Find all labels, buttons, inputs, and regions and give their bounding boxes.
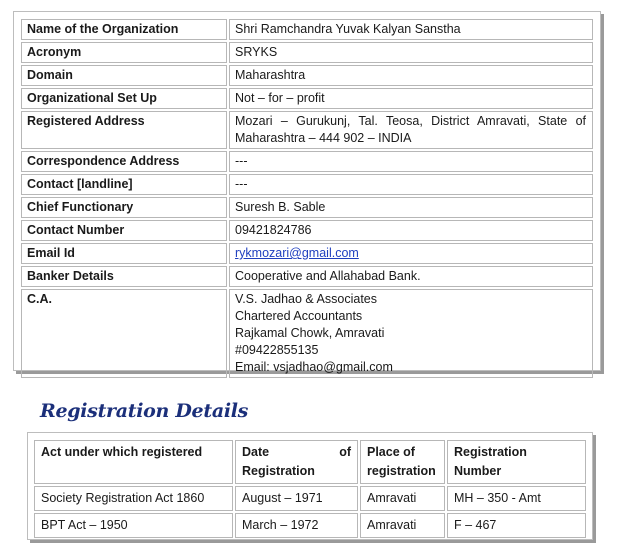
ca-details (229, 289, 593, 378)
ca-line: Email: vsjadhao@gmail.com (235, 360, 393, 374)
header-registration-word: Registration (242, 464, 315, 478)
table-row (21, 174, 593, 195)
email-cell (229, 243, 593, 264)
place-cell: Amravati (360, 486, 445, 511)
number-cell: MH – 350 - Amt (447, 486, 586, 511)
row-value: Not – for – profit (229, 88, 593, 109)
table-row (21, 111, 593, 149)
organization-details-panel (13, 11, 601, 374)
row-label: Email Id (21, 243, 227, 264)
table-row (21, 197, 593, 218)
act-cell: Society Registration Act 1860 (34, 486, 233, 511)
ca-line: V.S. Jadhao & Associates (235, 292, 377, 306)
row-value: --- (229, 151, 593, 172)
row-value: Suresh B. Sable (229, 197, 593, 218)
header-number-line2: Number (454, 464, 502, 478)
header-number (447, 440, 586, 484)
ca-line: Rajkamal Chowk, Amravati (235, 326, 385, 340)
row-label: Contact [landline] (21, 174, 227, 195)
date-cell: August – 1971 (235, 486, 358, 511)
row-label: Acronym (21, 42, 227, 63)
header-act: Act under which registered (34, 440, 233, 484)
row-value: Maharashtra (229, 65, 593, 86)
act-cell: BPT Act – 1950 (34, 513, 233, 538)
table-header-row (34, 440, 586, 484)
table-row (34, 513, 586, 538)
header-place (360, 440, 445, 484)
table-row (21, 289, 593, 378)
header-date-word: Date (242, 445, 270, 459)
row-value: SRYKS (229, 42, 593, 63)
table-row (21, 65, 593, 86)
row-value: 09421824786 (229, 220, 593, 241)
place-cell: Amravati (360, 513, 445, 538)
table-row (21, 42, 593, 63)
table-row (21, 220, 593, 241)
ca-line: Chartered Accountants (235, 309, 363, 323)
header-of-word: of (339, 445, 351, 459)
row-label: Contact Number (21, 220, 227, 241)
registered-address-value: Mozari – Gurukunj, Tal. Teosa, District Amravati, State of Maharashtra – 444 902 – INDIA (229, 111, 593, 149)
date-cell: March – 1972 (235, 513, 358, 538)
number-cell: F – 467 (447, 513, 586, 538)
table-row (34, 486, 586, 511)
row-label: Domain (21, 65, 227, 86)
table-row (21, 151, 593, 172)
row-value: Shri Ramchandra Yuvak Kalyan Sanstha (229, 19, 593, 40)
row-value: --- (229, 174, 593, 195)
table-row (21, 243, 593, 264)
row-label: Organizational Set Up (21, 88, 227, 109)
ca-line: #09422855135 (235, 343, 319, 357)
registration-table (32, 438, 588, 540)
header-place-line1: Place of (367, 445, 415, 459)
table-row (21, 19, 593, 40)
email-link[interactable]: rykmozari@gmail.com (235, 246, 359, 260)
header-place-line2: registration (367, 464, 436, 478)
row-value: Cooperative and Allahabad Bank. (229, 266, 593, 287)
row-label: Registered Address (21, 111, 227, 149)
header-date-top (242, 443, 351, 462)
table-row (21, 266, 593, 287)
table-row (21, 88, 593, 109)
row-label: Name of the Organization (21, 19, 227, 40)
row-label: C.A. (21, 289, 227, 378)
header-number-line1: Registration (454, 445, 527, 459)
registration-heading: Registration Details (40, 400, 249, 422)
row-label: Banker Details (21, 266, 227, 287)
row-label: Correspondence Address (21, 151, 227, 172)
header-date (235, 440, 358, 484)
row-label: Chief Functionary (21, 197, 227, 218)
registration-details-panel (27, 432, 593, 540)
organization-details-table (19, 17, 595, 380)
